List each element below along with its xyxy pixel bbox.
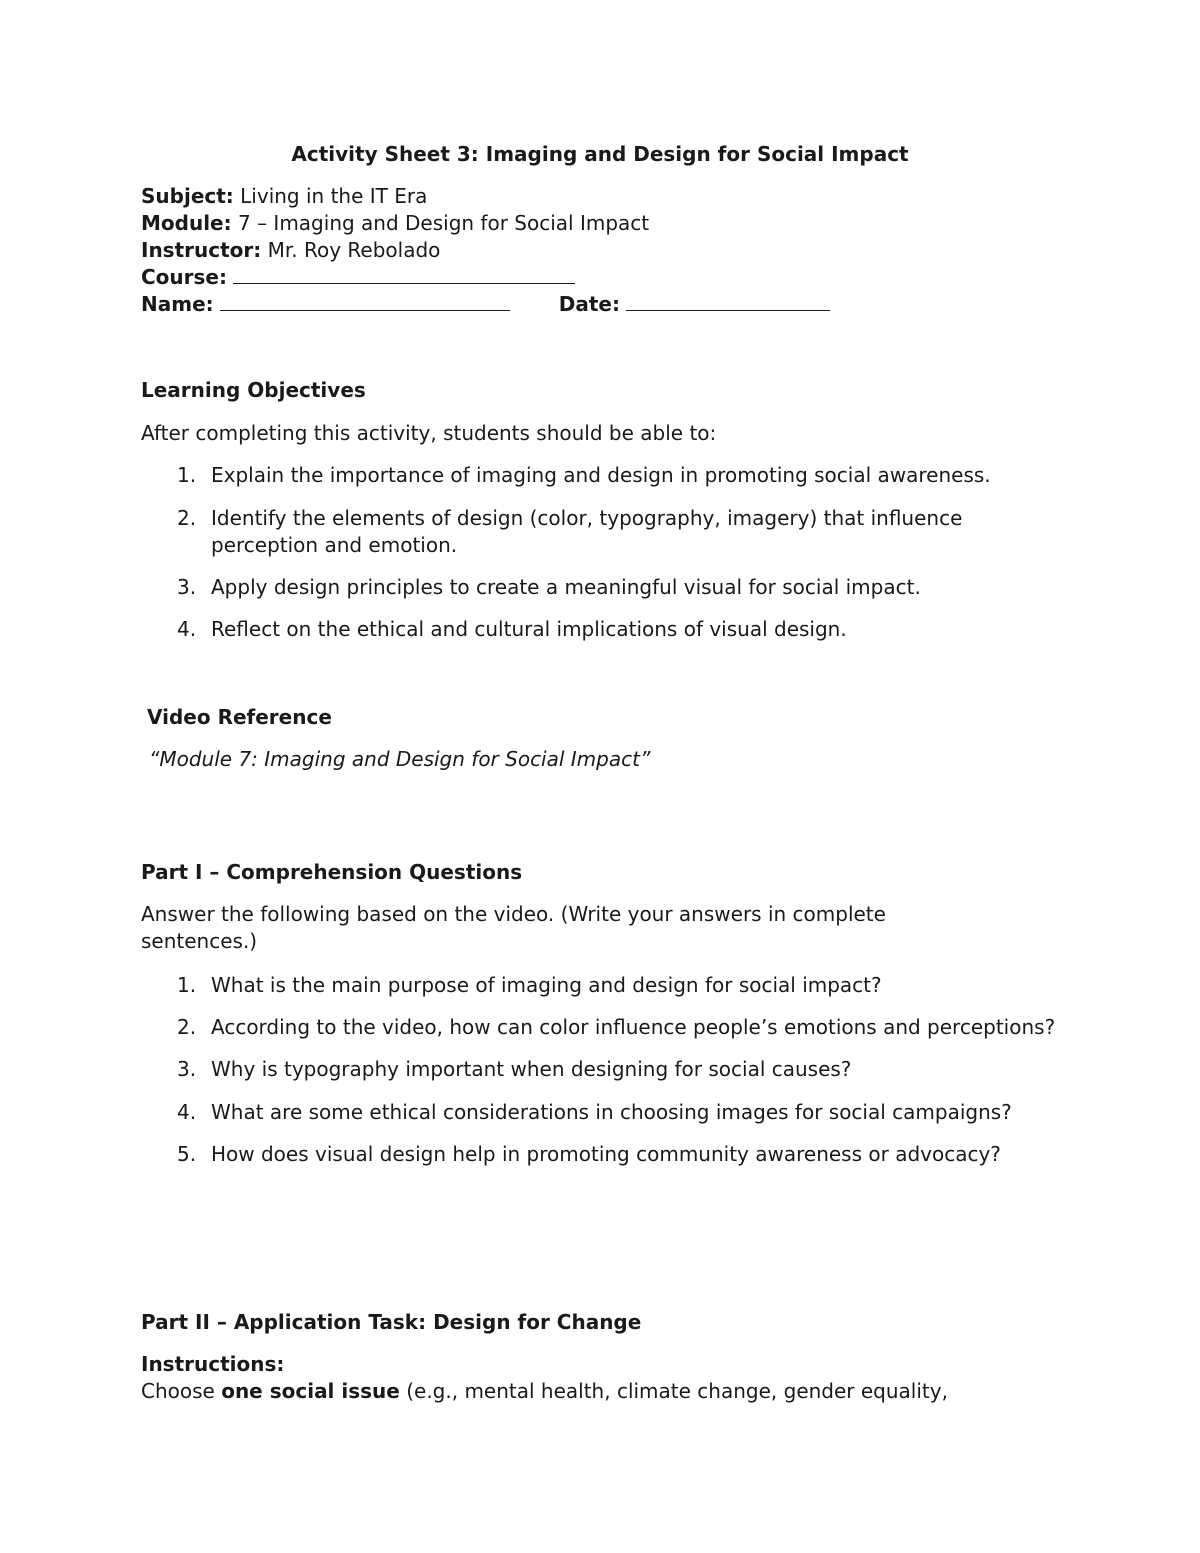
list-number: 2. — [177, 1015, 197, 1039]
list-number: 3. — [177, 1057, 197, 1081]
list-text: According to the video, how can color influence people’s emotions and perceptions? — [211, 1015, 1056, 1039]
date-label: Date: — [558, 292, 620, 316]
course-label: Course: — [141, 265, 227, 289]
part2-instructions — [141, 1351, 1101, 1405]
list-item — [141, 462, 1071, 489]
video-reference-heading: Video Reference — [147, 705, 332, 729]
name-date-row — [141, 291, 830, 318]
instructions-suffix: (e.g., mental health, climate change, gender equality, — [399, 1379, 948, 1403]
list-number: 2. — [177, 506, 197, 530]
list-item — [141, 616, 1071, 643]
list-text: What are some ethical considerations in choosing images for social campaigns? — [211, 1100, 1012, 1124]
instructions-prefix: Choose — [141, 1379, 222, 1403]
list-number: 5. — [177, 1142, 197, 1166]
learning-objectives-heading: Learning Objectives — [141, 378, 366, 402]
part2-heading: Part II – Application Task: Design for Change — [141, 1310, 642, 1334]
instructions-bold: one social issue — [221, 1379, 400, 1403]
date-blank-line[interactable] — [626, 292, 830, 311]
list-item — [141, 1014, 1071, 1041]
list-item — [141, 574, 1071, 601]
list-item — [141, 972, 1071, 999]
list-text: What is the main purpose of imaging and design for social impact? — [211, 973, 882, 997]
module-row — [141, 210, 830, 237]
list-text: Why is typography important when designing for social causes? — [211, 1057, 852, 1081]
instructor-value: Mr. Roy Rebolado — [267, 238, 441, 262]
learning-objectives-intro: After completing this activity, students should be able to: — [141, 421, 717, 445]
module-label: Module: — [141, 211, 232, 235]
list-text: Reflect on the ethical and cultural implications of visual design. — [211, 617, 847, 641]
instructor-row — [141, 237, 830, 264]
list-number: 3. — [177, 575, 197, 599]
course-blank-line[interactable] — [233, 265, 575, 284]
list-text: Apply design principles to create a meaningful visual for social impact. — [211, 575, 921, 599]
name-label: Name: — [141, 292, 214, 316]
instructor-label: Instructor: — [141, 238, 262, 262]
list-number: 4. — [177, 1100, 197, 1124]
list-number: 4. — [177, 617, 197, 641]
list-number: 1. — [177, 463, 197, 487]
list-number: 1. — [177, 973, 197, 997]
list-item — [141, 1099, 1031, 1126]
list-item — [141, 1141, 1031, 1168]
part1-heading: Part I – Comprehension Questions — [141, 860, 523, 884]
list-text: Explain the importance of imaging and design in promoting social awareness. — [211, 463, 991, 487]
subject-value: Living in the IT Era — [240, 184, 428, 208]
instructions-label: Instructions: — [141, 1352, 285, 1376]
subject-row — [141, 183, 830, 210]
part1-questions-list — [141, 972, 1071, 1168]
list-item — [141, 1056, 1071, 1083]
course-row — [141, 264, 830, 291]
document-title: Activity Sheet 3: Imaging and Design for Social Impact — [291, 142, 909, 166]
video-reference-title: “Module 7: Imaging and Design for Social Impact” — [149, 747, 651, 771]
module-value: 7 – Imaging and Design for Social Impact — [237, 211, 650, 235]
name-blank-line[interactable] — [220, 292, 510, 311]
list-item — [141, 505, 1071, 559]
subject-label: Subject: — [141, 184, 234, 208]
list-text: Identify the elements of design (color, typography, imagery) that influence perception and emotion. — [211, 506, 963, 557]
part1-intro: Answer the following based on the video. (Write your answers in complete sentences.) — [141, 902, 886, 953]
list-text: How does visual design help in promoting community awareness or advocacy? — [211, 1142, 1001, 1166]
learning-objectives-list — [141, 462, 1071, 643]
student-info-block — [141, 183, 830, 318]
